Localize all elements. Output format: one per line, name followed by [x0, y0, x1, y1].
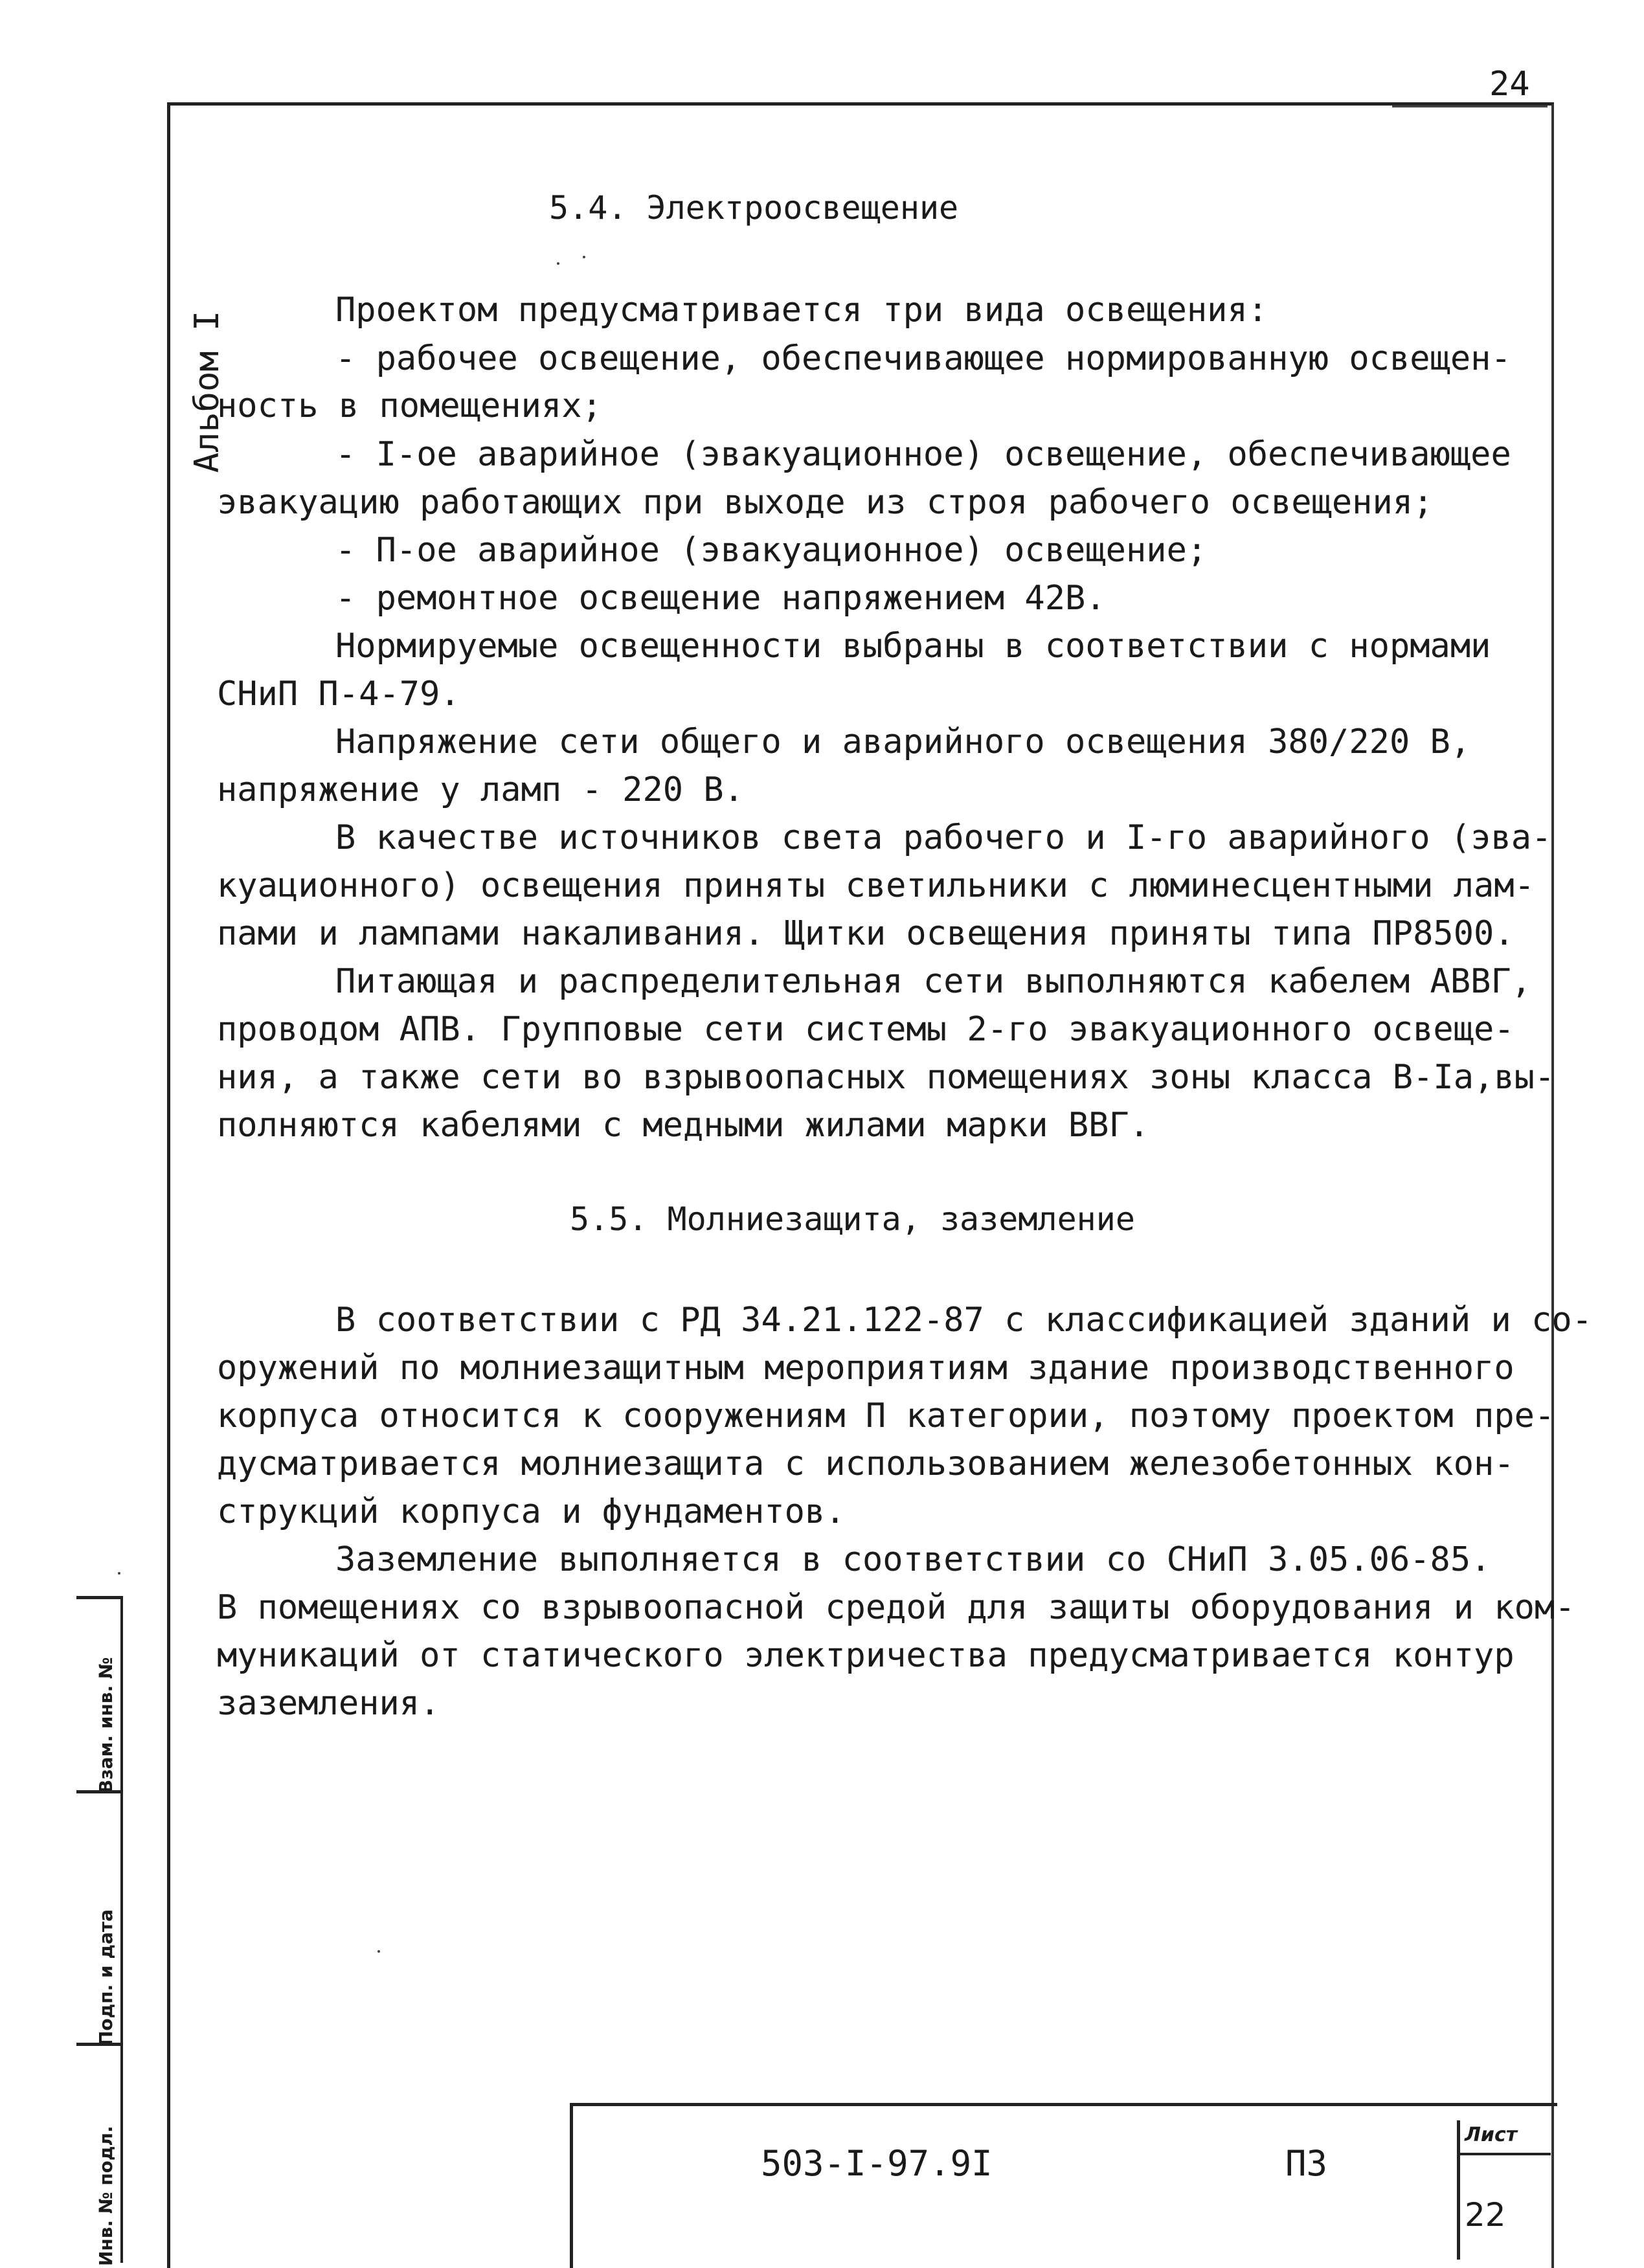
section-5-4-line: - ремонтное освещение напряжением 42В. — [335, 579, 1106, 618]
stamp-cell-podp — [76, 1790, 120, 2046]
album-label: Альбом I — [188, 310, 227, 473]
page-number-underline — [1392, 106, 1548, 107]
section-5-4-line: полняются кабелями с медными жилами марки ВВГ. — [217, 1106, 1150, 1145]
scan-speck — [118, 1572, 120, 1575]
section-5-5-line: Заземление выполняется в соответствии со СНиП 3.05.06-85. — [335, 1540, 1491, 1579]
stamp-cell-vzam — [76, 1596, 120, 1793]
section-5-4-line: ность в помещениях; — [217, 387, 602, 425]
section-5-4-line: Питающая и распределительная сети выполняются кабелем АВВГ, — [335, 962, 1532, 1001]
title-block — [570, 2103, 1557, 2268]
section-5-5-heading: 5.5. Молниезащита, заземление — [570, 1200, 1135, 1238]
sheet-label: Лист — [1465, 2124, 1518, 2146]
section-5-5-line: оружений по молниезащитным мероприятиям здание производственного — [217, 1349, 1515, 1387]
section-5-4-line: куационного) освещения приняты светильники с люминесцентными лам- — [217, 866, 1535, 905]
sheet-divider — [1457, 2153, 1551, 2155]
document-type: ПЗ — [1285, 2143, 1328, 2184]
section-5-4-line: Нормируемые освещенности выбраны в соответствии с нормами — [335, 627, 1491, 666]
section-5-5-line: заземления. — [217, 1684, 440, 1723]
page-number: 24 — [1489, 65, 1530, 104]
section-5-4-line: напряжение у ламп - 220 В. — [217, 770, 744, 809]
scan-speck — [557, 262, 559, 265]
section-5-4-line: - I-ое аварийное (эвакуационное) освещение, обеспечивающее — [335, 435, 1511, 474]
section-5-5-line: дусматривается молниезащита с использованием железобетонных кон- — [217, 1444, 1515, 1483]
stamp-vzam-label: Взам. инв. № — [95, 1657, 117, 1793]
section-5-4-line: проводом АПВ. Групповые сети системы 2-го эвакуационного освеще- — [217, 1010, 1515, 1049]
scan-speck — [377, 1950, 380, 1953]
stamp-podp-label: Подп. и дата — [95, 1909, 117, 2046]
section-5-4-line: - П-ое аварийное (эвакуационное) освещение; — [335, 531, 1208, 570]
section-5-4-line: ния, а также сети во взрывоопасных помещениях зоны класса В-Iа,вы- — [217, 1058, 1555, 1097]
stamp-inv-label: Инв. № подл. — [95, 2126, 117, 2266]
section-5-4-heading: 5.4. Электроосвещение — [549, 189, 959, 227]
section-5-4-line: эвакуацию работающих при выходе из строя рабочего освещения; — [217, 483, 1434, 522]
page-frame — [167, 102, 1554, 2268]
stamp-cell-inv — [76, 2043, 120, 2266]
section-5-5-line: В соответствии с РД 34.21.122-87 с классификацией зданий и со- — [335, 1301, 1593, 1340]
section-5-4-line: пами и лампами накаливания. Щитки освещения приняты типа ПР8500. — [217, 914, 1515, 953]
section-5-4-line: Проектом предусматривается три вида освещения: — [335, 291, 1268, 330]
section-5-4-line: - рабочее освещение, обеспечивающее нормированную освещен- — [335, 339, 1511, 378]
section-5-4-line: Напряжение сети общего и аварийного освещения 380/220 В, — [335, 723, 1471, 761]
document-code: 503-I-97.9I — [761, 2143, 993, 2184]
section-5-5-line: корпуса относится к сооружениям П категории, поэтому проектом пре- — [217, 1397, 1555, 1435]
scan-speck — [583, 256, 585, 258]
sheet-number: 22 — [1465, 2196, 1506, 2234]
section-5-4-line: В качестве источников света рабочего и I-го аварийного (эва- — [335, 818, 1552, 857]
stamp-column — [76, 1596, 123, 2266]
section-5-5-line: муникаций от статического электричества предусматривается контур — [217, 1636, 1515, 1675]
section-5-4-line: СНиП П-4-79. — [217, 675, 460, 713]
section-5-5-line: струкций корпуса и фундаментов. — [217, 1492, 846, 1531]
section-5-5-line: В помещениях со взрывоопасной средой для защиты оборудования и ком- — [217, 1588, 1575, 1627]
